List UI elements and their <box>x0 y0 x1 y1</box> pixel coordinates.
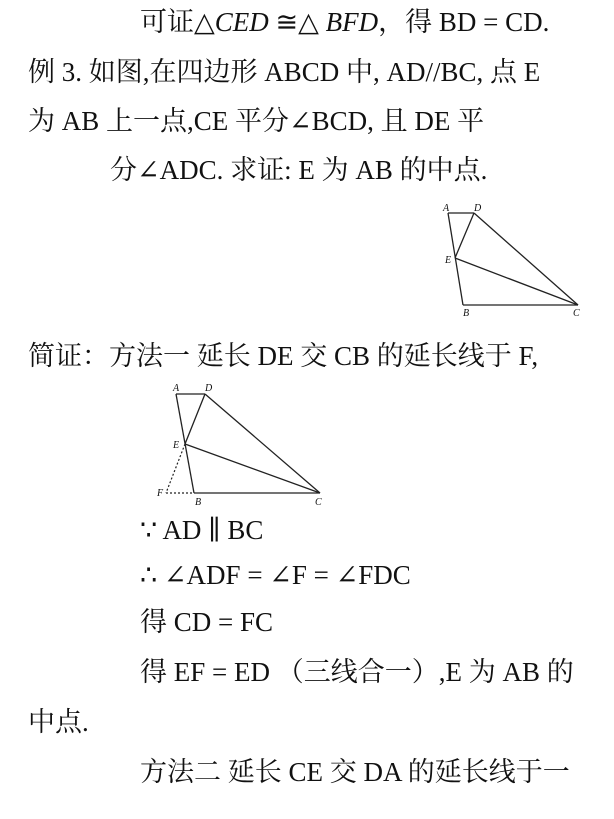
label-a: A <box>173 383 180 394</box>
step-cd-equals-fc: 得 CD = FC <box>140 607 274 637</box>
label-b: B <box>463 308 470 319</box>
method-one-intro: 简证：方法一 延长 DE 交 CB 的延长线于 F, <box>28 341 539 371</box>
edge-ef-dashed <box>166 444 185 493</box>
label-f: F <box>157 488 164 499</box>
proof-line-1-part-d: BFD <box>325 7 379 37</box>
label-d: D <box>205 383 213 394</box>
step-because: ∵ AD ∥ BC <box>140 515 264 545</box>
label-e: E <box>173 440 180 451</box>
proof-line-1-part-c: ≅△ <box>268 7 326 37</box>
example-3-statement-line-1: 例 3. 如图,在四边形 ABCD 中, AD//BC, 点 E <box>28 57 541 87</box>
edge-dc <box>205 394 320 493</box>
label-e: E <box>445 255 452 266</box>
figure-2-edges <box>166 394 320 493</box>
proof-line-1-part-b: CED <box>214 7 269 37</box>
label-a: A <box>443 203 450 214</box>
edge-ec <box>185 444 320 493</box>
label-d: D <box>474 203 482 214</box>
label-c: C <box>573 308 580 319</box>
proof-line-1-part-a: 可证△ <box>140 7 215 37</box>
step-ef-equals-ed: 得 EF = ED （三线合一）,E 为 AB 的 <box>140 657 574 687</box>
example-3-statement-line-2: 为 AB 上一点,CE 平分∠BCD, 且 DE 平 <box>28 106 485 136</box>
edge-de <box>185 394 205 444</box>
step-midpoint: 中点. <box>28 707 89 737</box>
method-two-intro: 方法二 延长 CE 交 DA 的延长线于一 <box>140 757 570 787</box>
label-c: C <box>315 497 322 508</box>
example-3-statement-line-3: 分∠ADC. 求证: E 为 AB 的中点. <box>110 155 488 185</box>
proof-line-1-part-e: ，得 BD = CD. <box>378 7 550 37</box>
step-therefore: ∴ ∠ADF = ∠F = ∠FDC <box>140 560 411 590</box>
label-b: B <box>195 497 202 508</box>
